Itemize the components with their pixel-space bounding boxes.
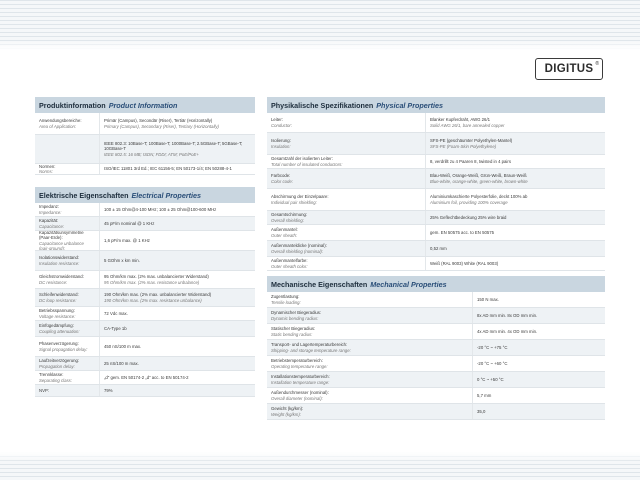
spec-value-de: 25% Geflechtbedeckung 25% wire braid <box>430 214 507 220</box>
spec-label <box>35 217 99 230</box>
spec-value-de: Primär (Campus), Secondär (Riser), Tertiär (Horizontally) <box>104 118 213 124</box>
spec-value <box>99 307 255 320</box>
spec-label <box>267 225 425 240</box>
spec-table <box>35 203 255 397</box>
spec-value-en: Primary (Campus), Secondary (Riser), Tertiary (Horizontally) <box>104 123 219 129</box>
spec-value <box>425 189 605 210</box>
spec-value-de: 190 Ohm/km max. (2% max. unbalancierter Widerstand) <box>104 292 212 298</box>
spec-value-de: gem. EN 50575 acc. to EN 50575 <box>430 229 495 235</box>
spec-label-en: Tensile loading: <box>271 299 301 305</box>
table-row <box>267 257 605 271</box>
spec-label-de: Installationstemperaturbereich: <box>271 374 330 380</box>
spec-value-de: Aluminiumkaschierte Polyesterfolie, deckt 100% ab <box>430 194 528 200</box>
spec-label-de: Isolierung: <box>271 138 291 144</box>
spec-label-de: Abschirmung der Einzelpaare: <box>271 194 329 200</box>
spec-label-de: Farbcode: <box>271 173 291 179</box>
spec-label-de: Isolationswiderstand: <box>39 255 80 261</box>
spec-value-de: „d“ gem. EN 50174-2 „d“ acc. to EN 50174-2 <box>104 374 189 380</box>
spec-label-de: Leiter: <box>271 117 283 123</box>
spec-value <box>99 371 255 384</box>
spec-label <box>35 371 99 384</box>
spec-value <box>472 324 605 339</box>
spec-label <box>35 203 99 216</box>
spec-label-en: Weight (kg/km): <box>271 411 302 417</box>
spec-value-de: CA-Type 1b <box>104 325 127 331</box>
spec-label-en: Insulation: <box>271 143 291 149</box>
table-row <box>267 113 605 133</box>
table-row <box>35 357 255 371</box>
spec-value <box>99 231 255 250</box>
spec-value-de: 1,6 pF/m max. @ 1 KHz <box>104 237 150 243</box>
table-row <box>267 388 605 404</box>
spec-value-en: 95 Ohm/km max. (2% max. resistance unbalance) <box>104 279 200 285</box>
table-row <box>267 308 605 324</box>
spec-label <box>267 211 425 224</box>
spec-label <box>267 155 425 168</box>
spec-value-de: 8, verdrillt zu 4 Paaren 8, twisted in 4 pairs <box>430 158 511 164</box>
spec-label <box>267 340 472 355</box>
spec-value <box>99 203 255 216</box>
spec-label-de: Transport- und Lagertemperaturbereich: <box>271 342 348 348</box>
spec-value-de: 0,52 mm <box>430 245 447 251</box>
table-row <box>267 356 605 372</box>
spec-value-de: Blau-Weiß, Orange-Weiß, Grün-Weiß, Braun-Weiß <box>430 173 527 179</box>
table-row <box>35 271 255 289</box>
spec-value <box>425 225 605 240</box>
spec-label-de: Betriebsspannung: <box>39 308 75 314</box>
table-row <box>35 164 255 175</box>
spec-label-en: Voltage resistance: <box>39 313 76 319</box>
spec-value <box>425 169 605 188</box>
spec-value <box>425 113 605 132</box>
table-row <box>267 292 605 308</box>
spec-label-en: Overall diameter (nominal): <box>271 395 323 401</box>
table-row <box>35 217 255 231</box>
spec-label <box>35 337 99 356</box>
spec-label-en: Color code: <box>271 178 293 184</box>
spec-label <box>35 135 99 163</box>
spec-value-de: SFS-PE (geschäumter Polyethylen-Mantel) <box>430 138 513 144</box>
table-row <box>267 340 605 356</box>
table-row <box>267 241 605 257</box>
spec-label-en: Conductor: <box>271 122 293 128</box>
spec-label <box>267 189 425 210</box>
spec-label <box>35 321 99 336</box>
table-row <box>35 231 255 251</box>
spec-value <box>472 404 605 419</box>
spec-value-de: ISO/IEC 11801 3rd Ed.; IEC 61156-5; EN 50173-1/4; EN 50288-4-1 <box>104 166 232 172</box>
spec-label-en: Installation temperature range: <box>271 379 330 385</box>
table-row <box>35 321 255 337</box>
spec-label-en: DC resistance: <box>39 279 68 285</box>
spec-label-de: Außenmantel: <box>271 227 298 233</box>
spec-label-de: Gesamtschirmung: <box>271 212 308 218</box>
spec-value <box>99 251 255 270</box>
spec-value-de: 45 pF/m nominal @ 1 KHz <box>104 220 155 226</box>
section-header: Elektrische Eigenschaften Electrical Properties <box>35 187 255 203</box>
spec-label-de: NVP: <box>39 387 50 393</box>
spec-value-en: Aluminium foil, providing 100% coverage <box>430 199 508 205</box>
spec-label-en: Overall shielding: <box>271 217 304 223</box>
spec-label-de: Laufzeitverzögerung: <box>39 358 80 364</box>
spec-value <box>472 308 605 323</box>
table-row <box>35 337 255 357</box>
spec-value-en: 190 Ohm/km max. (2% max. resistance unbalance) <box>104 297 202 303</box>
spec-value-de: 450 nS/100 m max. <box>104 343 142 349</box>
spec-label-de: Zugentlastung: <box>271 294 300 300</box>
spec-value <box>425 211 605 224</box>
spec-value-de: Weiß (RAL 9003) White (RAL 9003) <box>430 260 499 266</box>
spec-label-de: Phasenverzögerung: <box>39 341 79 347</box>
spec-label-en: Signal propagation delay: <box>39 346 88 352</box>
spec-label <box>267 113 425 132</box>
spec-label <box>267 133 425 154</box>
spec-value <box>472 356 605 371</box>
spec-value-en: Blue-white, orange-white, green-white, brown-white <box>430 178 528 184</box>
spec-label-en: Norms: <box>39 169 53 174</box>
table-row <box>35 307 255 321</box>
spec-value-de: 5 GOhm x km min. <box>104 257 140 263</box>
spec-value-de: Blanker Kupferdraht, AWG 26/1 <box>430 117 491 123</box>
spec-label-de: Außenmantelfarbe: <box>271 258 308 264</box>
spec-label-de: Kapazität: <box>39 218 59 224</box>
spec-label-en: Total number of insulated conductors: <box>271 161 343 167</box>
spec-label <box>267 292 472 307</box>
spec-label-en: Separating class: <box>39 377 72 383</box>
spec-label-en: Insulation resistance: <box>39 260 80 266</box>
table-row <box>267 189 605 211</box>
spec-label <box>35 307 99 320</box>
spec-label-de: Außenmanteldicke (nominal): <box>271 243 327 249</box>
spec-label <box>35 385 99 396</box>
spec-label <box>35 251 99 270</box>
spec-label <box>267 356 472 371</box>
spec-label-en: Outer sheath: <box>271 232 298 238</box>
product-information-section <box>35 97 255 175</box>
table-row <box>267 169 605 189</box>
spec-label-de: Einfügedämpfung: <box>39 323 74 329</box>
spec-value <box>425 257 605 270</box>
spec-label-en: Overall shielding (nominal): <box>271 248 324 254</box>
spec-table <box>267 292 605 420</box>
spec-label-de: Impedanz: <box>39 204 60 210</box>
table-row <box>35 385 255 397</box>
spec-label-de: Normen: <box>39 164 56 169</box>
spec-label-en: DC loop resistance: <box>39 297 77 303</box>
table-row <box>35 289 255 307</box>
spec-label-en: Outer sheath color: <box>271 263 308 269</box>
spec-value <box>99 289 255 306</box>
spec-label <box>35 164 99 174</box>
spec-value-de: 4x AD mm min. 4x OD mm min. <box>477 328 538 334</box>
section-header: Produktinformation Product Information <box>35 97 255 113</box>
spec-value-de: 0 °C ~ +50 °C <box>477 376 504 382</box>
spec-value-de: 35,0 <box>477 408 486 414</box>
spec-value-de: 95 Ohm/km max. (2% max. unbalancierter Widerstand) <box>104 274 209 280</box>
table-row <box>35 135 255 164</box>
spec-label <box>267 169 425 188</box>
spec-label <box>35 271 99 288</box>
spec-value <box>99 217 255 230</box>
table-row <box>267 211 605 225</box>
spec-value <box>99 357 255 370</box>
spec-value <box>425 155 605 168</box>
spec-label-de: Trennklasse: <box>39 372 64 378</box>
table-row <box>35 113 255 135</box>
table-row <box>267 133 605 155</box>
spec-label-en: Coupling attenuation: <box>39 328 80 334</box>
spec-label <box>267 257 425 270</box>
spec-label-en: Static bending radius: <box>271 331 313 337</box>
spec-value <box>99 337 255 356</box>
spec-label <box>267 308 472 323</box>
spec-label-de: Dynamischer Biegeradius: <box>271 310 322 316</box>
spec-label-de: Gleichstromwiderstand: <box>39 274 84 280</box>
table-row <box>267 324 605 340</box>
spec-label-de: Gesamtzahl der isolierten Leiter: <box>271 156 333 162</box>
table-row <box>35 203 255 217</box>
spec-label-en: Propagation delay: <box>39 363 75 369</box>
spec-label-de: Anwendungsbereiche: <box>39 118 82 124</box>
spec-label <box>267 241 425 256</box>
table-row <box>267 155 605 169</box>
spec-value-de: 5,7 mm <box>477 392 492 398</box>
spec-value <box>99 271 255 288</box>
spec-value <box>99 385 255 396</box>
spec-value-de: 72 Vdc max. <box>104 310 128 316</box>
spec-value-de: 8x AD mm min. 8x OD mm min. <box>477 312 538 318</box>
spec-label-de: Betriebstemperaturbereich: <box>271 358 323 364</box>
spec-value-de: IEEE 802.3: 10Base-T; 100Base-T; 1000Base-T; 2.5GBase-T; 5GBase-T; 10GBase-T <box>104 141 243 152</box>
spec-label-en: Capacitance: <box>39 223 65 229</box>
physical-properties-section <box>267 97 605 271</box>
mechanical-properties-section <box>267 276 605 420</box>
spec-label-en: Capacitance unbalance (pair-ground): <box>39 240 84 250</box>
spec-label-de: Außendurchmesser (nominal): <box>271 390 329 396</box>
spec-label <box>35 113 99 134</box>
spec-label-en: Area of Application: <box>39 123 77 129</box>
spec-value-de: 79% <box>104 387 113 393</box>
spec-label <box>267 372 472 387</box>
spec-value <box>425 133 605 154</box>
spec-label-de: Schleifenwiderstand: <box>39 292 79 298</box>
spec-value <box>472 388 605 403</box>
spec-label <box>267 404 472 419</box>
spec-value <box>99 321 255 336</box>
spec-value-de: 100 ± 15 Ohm@4-100 MHz; 100 ± 25 Ohm@100-600 MHz <box>104 206 217 212</box>
spec-value-en: Solid AWG 26/1, bare annealed copper <box>430 122 505 128</box>
spec-value-en: SFS-PE (Foam-Skin Polyethylene) <box>430 143 497 149</box>
spec-value-de: -20 °C ~ +75 °C <box>477 344 508 350</box>
spec-label <box>35 231 99 250</box>
spec-value <box>472 340 605 355</box>
table-row <box>267 372 605 388</box>
spec-table <box>35 113 255 175</box>
spec-value <box>99 135 255 163</box>
spec-value <box>425 241 605 256</box>
spec-label-en: Impedance: <box>39 209 62 215</box>
spec-value-de: 150 N max. <box>477 296 499 302</box>
table-row <box>267 404 605 420</box>
section-header: Mechanische Eigenschaften Mechanical Properties <box>267 276 605 292</box>
spec-label-de: Kapazitätsunsymmetrie (Paar-Erde): <box>39 231 84 241</box>
spec-label <box>267 324 472 339</box>
spec-value <box>472 292 605 307</box>
spec-label <box>35 357 99 370</box>
digitus-logo: DIGITUS ® <box>535 58 603 80</box>
spec-label-de: Statischer Biegeradius: <box>271 326 316 332</box>
table-row <box>267 225 605 241</box>
section-header: Physikalische Spezifikationen Physical Properties <box>267 97 605 113</box>
spec-label-de: Gewicht (kg/km): <box>271 406 304 412</box>
spec-value <box>99 164 255 174</box>
spec-label-en: Individual pair shielding: <box>271 199 317 205</box>
table-row <box>35 251 255 271</box>
spec-label-en: Shipping- and storage temperature range: <box>271 347 351 353</box>
spec-value <box>99 113 255 134</box>
spec-value-en: IEEE 802.5: 16 MB; ISDN; FDDI; ATM; PoE/PoE+ <box>104 151 199 157</box>
spec-label-en: Dynamic bending radius: <box>271 315 319 321</box>
table-row <box>35 371 255 385</box>
spec-value-de: 25 nS/100 m max. <box>104 360 139 366</box>
spec-label <box>267 388 472 403</box>
electrical-properties-section <box>35 187 255 397</box>
spec-table <box>267 113 605 271</box>
spec-label <box>35 289 99 306</box>
spec-value-de: -20 °C ~ +60 °C <box>477 360 508 366</box>
spec-value <box>472 372 605 387</box>
spec-label-en: Operating temperature range: <box>271 363 328 369</box>
